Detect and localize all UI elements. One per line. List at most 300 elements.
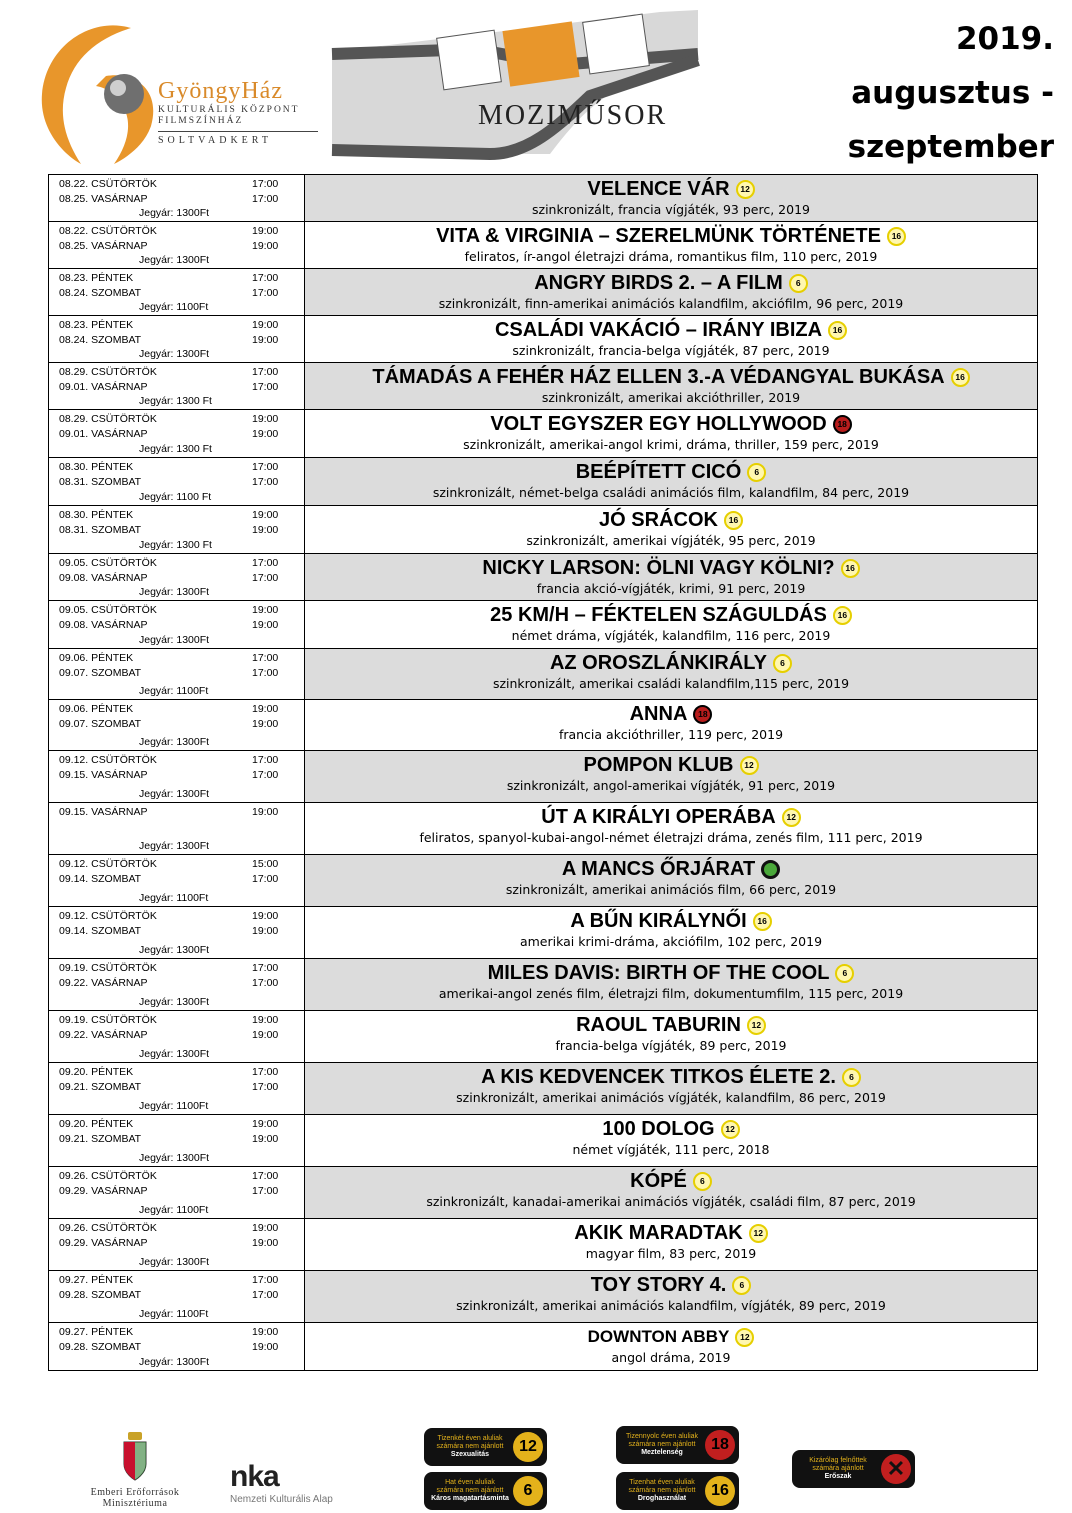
screening-day: 08.24. SZOMBAT <box>59 334 142 346</box>
screening-time: 17:00 <box>252 366 279 378</box>
screening-time: 19:00 <box>252 319 279 331</box>
screening-times <box>49 175 305 221</box>
film-title-line <box>490 412 851 436</box>
screening-day: 09.12. CSÜTÖRTÖK <box>59 910 157 922</box>
film-description: szinkronizált, német-belga családi animációs film, kalandfilm, 84 perc, 2019 <box>432 485 910 500</box>
screening-time: 17:00 <box>252 754 279 766</box>
screening-day: 08.22. CSÜTÖRTÖK <box>59 178 157 190</box>
screening-day: 09.26. CSÜTÖRTÖK <box>59 1222 157 1234</box>
rating-legend-adult-line-2: számára ajánlott <box>812 1465 864 1472</box>
screening-day: 08.29. CSÜTÖRTÖK <box>59 366 157 378</box>
screening-time: 17:00 <box>252 873 279 885</box>
hungarian-coat-of-arms-icon <box>122 1430 148 1482</box>
film-description: francia akció-vígjáték, krimi, 91 perc, 2019 <box>536 581 806 596</box>
film-description: szinkronizált, amerikai animációs film, 66 perc, 2019 <box>505 882 837 897</box>
film-title: ANNA <box>629 703 688 725</box>
screening-day: 09.14. SZOMBAT <box>59 873 142 885</box>
film-title-line <box>576 1013 766 1037</box>
org-town: SOLTVADKERT <box>158 135 272 146</box>
film-title-line <box>602 1117 739 1141</box>
screening-day: 09.28. SZOMBAT <box>59 1289 142 1301</box>
screening-day: 09.12. CSÜTÖRTÖK <box>59 754 157 766</box>
film-title-line <box>587 177 754 201</box>
film-title: NICKY LARSON: ÖLNI VAGY KÖLNI? <box>482 557 835 579</box>
film-description: szinkronizált, amerikai akcióthriller, 2019 <box>541 390 801 405</box>
rating-badge: 16 <box>724 511 743 530</box>
screening-time: 19:00 <box>252 413 279 425</box>
film-title: CSALÁDI VAKÁCIÓ – IRÁNY IBIZA <box>494 319 823 341</box>
rating-badge: 16 <box>833 606 852 625</box>
rating-badge: 6 <box>693 1172 712 1191</box>
rating-badge: 16 <box>841 559 860 578</box>
rating-legend-adult <box>792 1450 915 1488</box>
rating-legend-16 <box>616 1472 739 1510</box>
org-subtitle-1: KULTURÁLIS KÖZPONT <box>158 105 300 115</box>
rating-legend-6-line-2: számára nem ajánlott <box>436 1487 504 1494</box>
screening-time: 17:00 <box>252 667 279 679</box>
emmi-line-2: Minisztériuma <box>102 1498 168 1509</box>
rating-legend-18-line-1: Tizennyolc éven aluliak <box>625 1433 699 1440</box>
screening-times <box>49 222 305 268</box>
film-title-line <box>576 460 767 484</box>
rating-legend-adult-line-1: Kizárólag felnőttek <box>809 1457 867 1464</box>
film-title-line <box>588 1325 755 1349</box>
rating-legend-adult-reason: Erőszak <box>824 1473 852 1480</box>
screening-day: 09.20. PÉNTEK <box>59 1118 134 1130</box>
film-title: MILES DAVIS: BIRTH OF THE COOL <box>487 962 830 984</box>
ticket-price: Jegyár: 1300Ft <box>139 1048 210 1060</box>
screening-time: 17:00 <box>252 1289 279 1301</box>
screening-day: 09.06. PÉNTEK <box>59 703 134 715</box>
screening-time: 19:00 <box>252 1014 279 1026</box>
rating-badge: 6 <box>842 1068 861 1087</box>
film-info <box>305 803 1037 854</box>
film-title: ÚT A KIRÁLYI OPERÁBA <box>541 806 776 828</box>
screening-times <box>49 1271 305 1322</box>
rating-legend-12-line-2: számára nem ajánlott <box>436 1443 504 1450</box>
screening-row <box>49 363 1037 410</box>
ticket-price: Jegyár: 1300 Ft <box>139 395 212 407</box>
screening-times <box>49 554 305 600</box>
screening-row <box>49 700 1037 751</box>
screening-day: 09.27. PÉNTEK <box>59 1274 134 1286</box>
screening-time: 17:00 <box>252 1274 279 1286</box>
screening-day: 08.30. PÉNTEK <box>59 461 134 473</box>
screening-day: 09.21. SZOMBAT <box>59 1081 142 1093</box>
org-divider <box>158 131 318 132</box>
film-title: JÓ SRÁCOK <box>599 509 718 531</box>
screening-row <box>49 601 1037 649</box>
rating-badge: 6 <box>747 463 766 482</box>
film-title-line <box>591 1273 752 1297</box>
film-info <box>305 700 1037 750</box>
film-info <box>305 907 1037 958</box>
film-title: TÁMADÁS A FEHÉR HÁZ ELLEN 3.-A VÉDANGYAL BUKÁSA <box>372 366 945 388</box>
ticket-price: Jegyár: 1300Ft <box>139 254 210 266</box>
film-title: BEÉPÍTETT CICÓ <box>575 461 742 483</box>
screening-time: 17:00 <box>252 381 279 393</box>
nka-name: Nemzeti Kulturális Alap <box>230 1494 333 1505</box>
film-info <box>305 855 1037 906</box>
film-info <box>305 601 1037 648</box>
film-description: feliratos, ír-angol életrajzi dráma, romantikus film, 110 perc, 2019 <box>464 249 878 264</box>
rating-badge: 12 <box>721 1120 740 1139</box>
screening-day <box>59 820 252 835</box>
rating-badge: 12 <box>736 180 755 199</box>
org-name: GyöngyHáz <box>158 78 283 104</box>
film-title: KÓPÉ <box>630 1170 687 1192</box>
film-description: francia-belga vígjáték, 89 perc, 2019 <box>555 1038 787 1053</box>
screening-day: 08.25. VASÁRNAP <box>59 193 148 205</box>
film-title: DOWNTON ABBY <box>587 1327 730 1346</box>
film-title-line <box>630 702 713 726</box>
film-title-line <box>550 651 792 675</box>
screening-times <box>49 1011 305 1062</box>
rating-all-ages-icon <box>761 860 780 879</box>
screening-time: 17:00 <box>252 461 279 473</box>
film-title-line <box>541 805 800 829</box>
screening-time: 17:00 <box>252 1170 279 1182</box>
screening-time: 19:00 <box>252 1029 279 1041</box>
film-title-line <box>436 224 906 248</box>
screening-time: 17:00 <box>252 193 279 205</box>
program-month-1: augusztus - <box>851 75 1054 111</box>
film-info <box>305 554 1037 600</box>
emmi-logo <box>70 1430 200 1509</box>
screening-time: 17:00 <box>252 572 279 584</box>
screening-times <box>49 363 305 409</box>
film-description: feliratos, spanyol-kubai-angol-német életrajzi dráma, zenés film, 111 perc, 2019 <box>419 830 923 845</box>
gyongyhaz-logo-icon <box>36 16 176 166</box>
screening-day: 09.08. VASÁRNAP <box>59 572 148 584</box>
ticket-price: Jegyár: 1300Ft <box>139 348 210 360</box>
screening-day: 09.29. VASÁRNAP <box>59 1185 148 1197</box>
org-name-block <box>158 78 323 146</box>
ticket-price: Jegyár: 1300Ft <box>139 1356 210 1368</box>
rating-badge: 18 <box>693 705 712 724</box>
screening-time: 19:00 <box>252 1237 279 1249</box>
ticket-price: Jegyár: 1100Ft <box>139 1100 209 1112</box>
film-info <box>305 1167 1037 1218</box>
rating-badge: 18 <box>833 415 852 434</box>
filmstrip-icon <box>330 4 700 172</box>
screening-day: 08.23. PÉNTEK <box>59 319 134 331</box>
film-title-line <box>495 318 847 342</box>
screening-day: 08.24. SZOMBAT <box>59 287 142 299</box>
film-info <box>305 316 1037 362</box>
screening-times <box>49 506 305 553</box>
film-info <box>305 649 1037 699</box>
film-info <box>305 1063 1037 1114</box>
rating-legend-12 <box>424 1428 547 1466</box>
film-title-line <box>490 603 852 627</box>
film-title-line <box>562 857 780 881</box>
screening-row <box>49 1063 1037 1115</box>
screening-row <box>49 649 1037 700</box>
screening-day: 09.06. PÉNTEK <box>59 652 134 664</box>
film-info <box>305 410 1037 457</box>
film-info <box>305 1115 1037 1166</box>
ticket-price: Jegyár: 1100Ft <box>139 301 209 313</box>
screening-times <box>49 410 305 457</box>
program-banner: MOZIMŰSOR <box>478 100 668 131</box>
film-title: VOLT EGYSZER EGY HOLLYWOOD <box>490 413 827 435</box>
screening-times <box>49 269 305 315</box>
screening-time: 17:00 <box>252 1066 279 1078</box>
rating-legend-12-reason: Szexualitás <box>450 1451 490 1458</box>
screening-times <box>49 907 305 958</box>
rating-legend-16-line-2: számára nem ajánlott <box>628 1487 696 1494</box>
film-description: német dráma, vígjáték, kalandfilm, 116 perc, 2019 <box>511 628 831 643</box>
rating-badge: 16 <box>753 912 772 931</box>
screening-row <box>49 554 1037 601</box>
film-title: 25 KM/H – FÉKTELEN SZÁGULDÁS <box>490 604 827 626</box>
screening-times <box>49 316 305 362</box>
screening-day: 08.30. PÉNTEK <box>59 509 134 521</box>
program-period <box>814 12 1054 174</box>
rating-badge: 12 <box>740 756 759 775</box>
screening-time: 17:00 <box>252 476 279 488</box>
film-info <box>305 1271 1037 1322</box>
rating-legend-12-line-1: Tizenkét éven aluliak <box>437 1435 503 1442</box>
screening-day: 08.25. VASÁRNAP <box>59 240 148 252</box>
screening-time: 19:00 <box>252 925 279 937</box>
film-description: német vígjáték, 111 perc, 2018 <box>572 1142 770 1157</box>
org-subtitle-2: FILMSZÍNHÁZ <box>158 116 244 126</box>
screening-day: 09.19. CSÜTÖRTÖK <box>59 1014 157 1026</box>
screening-day: 09.27. PÉNTEK <box>59 1326 134 1338</box>
screening-row <box>49 269 1037 316</box>
film-title-line <box>481 1065 861 1089</box>
screening-day: 09.26. CSÜTÖRTÖK <box>59 1170 157 1182</box>
screening-row <box>49 803 1037 855</box>
rating-legend-6-line-1: Hat éven aluliak <box>445 1479 495 1486</box>
screening-time: 19:00 <box>252 1133 279 1145</box>
film-title-line <box>630 1169 712 1193</box>
screening-day: 09.07. SZOMBAT <box>59 718 142 730</box>
film-info <box>305 506 1037 553</box>
film-title: A BŰN KIRÁLYNŐI <box>570 910 747 932</box>
screening-day: 08.29. CSÜTÖRTÖK <box>59 413 157 425</box>
ticket-price: Jegyár: 1100 Ft <box>139 491 212 503</box>
screening-time: 19:00 <box>252 334 279 346</box>
ticket-price: Jegyár: 1300Ft <box>139 996 210 1008</box>
film-title-line <box>482 556 859 580</box>
film-description: szinkronizált, francia-belga vígjáték, 87 perc, 2019 <box>512 343 830 358</box>
rating-badge: 6 <box>773 654 792 673</box>
film-info <box>305 1219 1037 1270</box>
screening-row <box>49 410 1037 458</box>
rating-adult-icon: ✕ <box>881 1454 911 1484</box>
film-title: A MANCS ŐRJÁRAT <box>561 858 756 880</box>
film-description: szinkronizált, amerikai családi kalandfilm,115 perc, 2019 <box>492 676 850 691</box>
screening-day: 09.20. PÉNTEK <box>59 1066 134 1078</box>
film-title-line <box>574 1221 768 1245</box>
film-info <box>305 959 1037 1010</box>
rating-badge: 16 <box>828 321 847 340</box>
ticket-price: Jegyár: 1300 Ft <box>139 443 212 455</box>
screening-day: 09.28. SZOMBAT <box>59 1341 142 1353</box>
screening-row <box>49 175 1037 222</box>
screening-time: 19:00 <box>252 509 279 521</box>
screening-time: 19:00 <box>252 1222 279 1234</box>
screening-row <box>49 907 1037 959</box>
screening-time: 19:00 <box>252 703 279 715</box>
rating-18-icon: 18 <box>705 1430 735 1460</box>
film-description: amerikai-angol zenés film, életrajzi film, dokumentumfilm, 115 perc, 2019 <box>438 986 904 1001</box>
film-info <box>305 1011 1037 1062</box>
rating-badge: 12 <box>782 808 801 827</box>
screening-day: 09.08. VASÁRNAP <box>59 619 148 631</box>
rating-6-icon: 6 <box>513 1476 543 1506</box>
screening-time: 19:00 <box>252 1326 279 1338</box>
rating-legend-18-line-2: számára nem ajánlott <box>628 1441 696 1448</box>
ticket-price: Jegyár: 1100Ft <box>139 1308 209 1320</box>
screening-time: 17:00 <box>252 652 279 664</box>
rating-badge: 6 <box>835 964 854 983</box>
screening-row <box>49 1219 1037 1271</box>
screening-day: 08.22. CSÜTÖRTÖK <box>59 225 157 237</box>
film-title: VITA & VIRGINIA – SZERELMÜNK TÖRTÉNETE <box>436 225 881 247</box>
screening-day: 09.15. VASÁRNAP <box>59 806 148 818</box>
screening-time: 17:00 <box>252 557 279 569</box>
film-title-line <box>599 508 743 532</box>
film-title: TOY STORY 4. <box>590 1274 727 1296</box>
screening-row <box>49 1271 1037 1323</box>
film-description: szinkronizált, amerikai animációs vígjáték, kalandfilm, 86 perc, 2019 <box>456 1090 886 1105</box>
screening-row <box>49 506 1037 554</box>
film-title: AZ OROSZLÁNKIRÁLY <box>549 652 768 674</box>
screening-day: 09.19. CSÜTÖRTÖK <box>59 962 157 974</box>
screening-time: 19:00 <box>252 910 279 922</box>
screening-row <box>49 855 1037 907</box>
rating-badge: 12 <box>749 1224 768 1243</box>
screening-time: 19:00 <box>252 240 279 252</box>
film-title-line <box>488 961 855 985</box>
film-description: szinkronizált, francia vígjáték, 93 perc, 2019 <box>532 202 810 217</box>
screening-time: 17:00 <box>252 1081 279 1093</box>
screening-row <box>49 1115 1037 1167</box>
screening-time: 19:00 <box>252 524 279 536</box>
screening-day: 09.05. CSÜTÖRTÖK <box>59 604 157 616</box>
screening-day: 09.14. SZOMBAT <box>59 925 142 937</box>
film-description: francia akcióthriller, 119 perc, 2019 <box>558 727 784 742</box>
screening-row <box>49 959 1037 1011</box>
film-description: szinkronizált, kanadai-amerikai animációs vígjáték, családi film, 87 perc, 2019 <box>426 1194 916 1209</box>
screening-day: 09.22. VASÁRNAP <box>59 977 148 989</box>
screening-day: 09.12. CSÜTÖRTÖK <box>59 858 157 870</box>
ticket-price: Jegyár: 1300Ft <box>139 840 210 852</box>
screening-day: 08.23. PÉNTEK <box>59 272 134 284</box>
screening-times <box>49 1323 305 1370</box>
screening-table <box>48 174 1038 1371</box>
screening-day: 08.31. SZOMBAT <box>59 524 142 536</box>
film-description: angol dráma, 2019 <box>611 1350 731 1365</box>
film-title-line <box>584 753 759 777</box>
film-title: A KIS KEDVENCEK TITKOS ÉLETE 2. <box>481 1066 836 1088</box>
film-title-line <box>372 365 969 389</box>
screening-row <box>49 222 1037 269</box>
emmi-line-1: Emberi Erőforrások <box>90 1487 180 1498</box>
screening-day: 08.31. SZOMBAT <box>59 476 142 488</box>
screening-day: 09.21. SZOMBAT <box>59 1133 142 1145</box>
screening-day: 09.01. VASÁRNAP <box>59 381 148 393</box>
screening-time: 19:00 <box>252 428 279 440</box>
screening-row <box>49 458 1037 506</box>
rating-legend-18 <box>616 1426 739 1464</box>
screening-day: 09.07. SZOMBAT <box>59 667 142 679</box>
screening-row <box>49 1323 1037 1370</box>
screening-time: 19:00 <box>252 225 279 237</box>
film-info <box>305 175 1037 221</box>
screening-time: 17:00 <box>252 1185 279 1197</box>
film-description: szinkronizált, amerikai-angol krimi, dráma, thriller, 159 perc, 2019 <box>463 437 879 452</box>
screening-times <box>49 601 305 648</box>
screening-times <box>49 1063 305 1114</box>
rating-legend-6 <box>424 1472 547 1510</box>
rating-badge: 16 <box>887 227 906 246</box>
film-description: szinkronizált, amerikai animációs kalandfilm, vígjáték, 89 perc, 2019 <box>456 1298 886 1313</box>
rating-legend-16-line-1: Tizenhat éven aluliak <box>629 1479 695 1486</box>
ticket-price: Jegyár: 1100Ft <box>139 1204 209 1216</box>
film-title: VELENCE VÁR <box>587 178 730 200</box>
screening-times <box>49 458 305 505</box>
screening-time: 17:00 <box>252 769 279 781</box>
screening-time: 19:00 <box>252 1341 279 1353</box>
rating-legend-16-reason: Droghasználat <box>637 1495 687 1502</box>
rating-badge: 16 <box>951 368 970 387</box>
ticket-price: Jegyár: 1300Ft <box>139 944 210 956</box>
screening-row <box>49 316 1037 363</box>
ticket-price: Jegyár: 1300Ft <box>139 736 210 748</box>
screening-row <box>49 1011 1037 1063</box>
screening-time: 15:00 <box>252 858 279 870</box>
rating-badge: 12 <box>735 1328 754 1347</box>
screening-day: 09.22. VASÁRNAP <box>59 1029 148 1041</box>
screening-times <box>49 751 305 802</box>
screening-day: 09.05. CSÜTÖRTÖK <box>59 557 157 569</box>
screening-time: 19:00 <box>252 718 279 730</box>
film-description: szinkronizált, amerikai vígjáték, 95 perc, 2019 <box>526 533 816 548</box>
screening-times <box>49 959 305 1010</box>
screening-time: 17:00 <box>252 287 279 299</box>
screening-day: 09.29. VASÁRNAP <box>59 1237 148 1249</box>
ticket-price: Jegyár: 1300Ft <box>139 1152 210 1164</box>
film-title: 100 DOLOG <box>602 1118 715 1140</box>
ticket-price: Jegyár: 1100Ft <box>139 685 209 697</box>
film-title: RAOUL TABURIN <box>576 1014 741 1036</box>
program-month-2: szeptember <box>847 129 1054 165</box>
film-title: POMPON KLUB <box>583 754 734 776</box>
ticket-price: Jegyár: 1300Ft <box>139 1256 210 1268</box>
ticket-price: Jegyár: 1300Ft <box>139 207 210 219</box>
program-year: 2019. <box>955 21 1054 57</box>
header <box>0 0 1072 175</box>
ticket-price: Jegyár: 1300 Ft <box>139 539 212 551</box>
ticket-price: Jegyár: 1300Ft <box>139 586 210 598</box>
rating-badge: 6 <box>789 274 808 293</box>
film-description: szinkronizált, angol-amerikai vígjáték, 91 perc, 2019 <box>506 778 836 793</box>
screening-time: 19:00 <box>252 1118 279 1130</box>
rating-legend-6-reason: Káros magatartásminta <box>431 1495 509 1502</box>
film-info <box>305 458 1037 505</box>
screening-times <box>49 855 305 906</box>
screening-times <box>49 1219 305 1270</box>
rating-12-icon: 12 <box>513 1432 543 1462</box>
film-description: amerikai krimi-dráma, akciófilm, 102 perc, 2019 <box>519 934 823 949</box>
film-info <box>305 222 1037 268</box>
nka-mark: nka <box>230 1460 279 1493</box>
